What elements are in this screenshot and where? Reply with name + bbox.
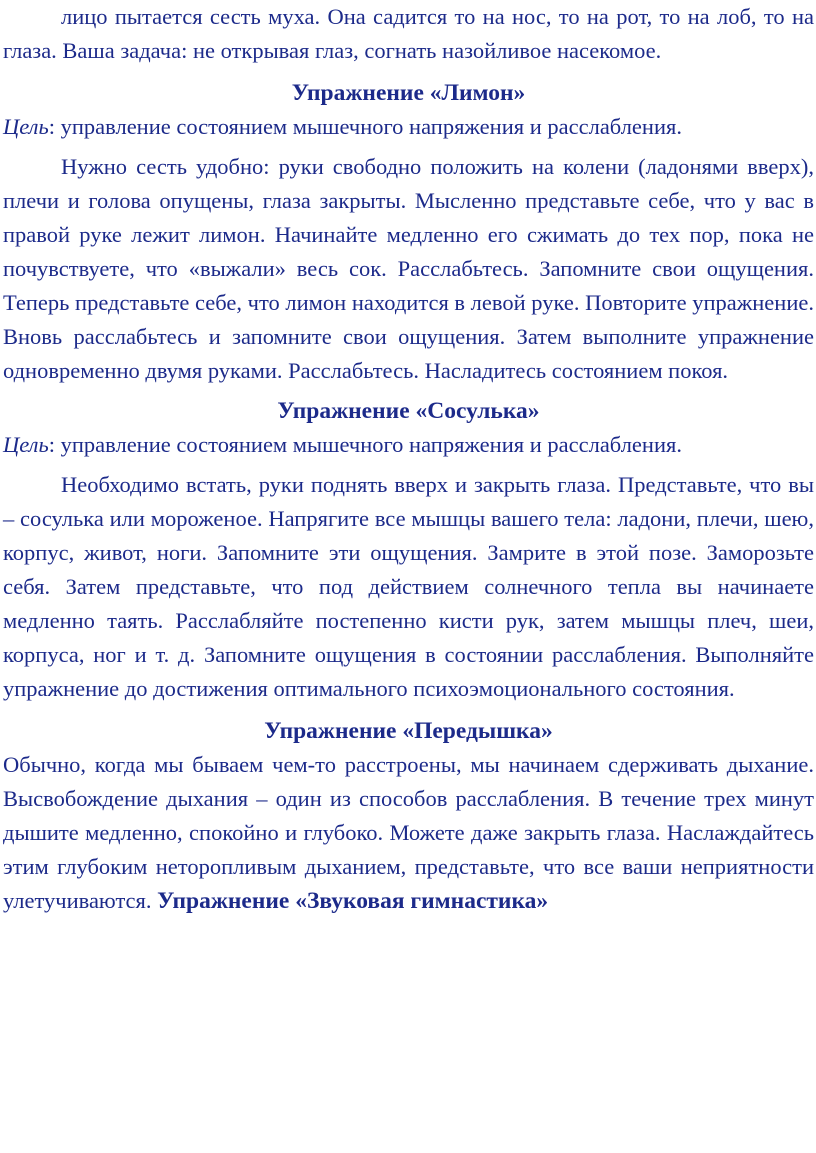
icicle-goal-label: Цель bbox=[3, 432, 49, 457]
document-page bbox=[3, 0, 814, 918]
icicle-body: Необходимо встать, руки поднять вверх и закрыть глаза. Представьте, что вы – сосулька или мороженое. Напрягите все мышцы вашего тела: ладони, плечи, шею, корпус, живот, ноги. Запомните эти ощущения. Замрите в этой позе. Заморозьте себя. Затем представьте, что под действием солнечного тепла вы начинаете медленно таять. Расслабляйте постепенно кисти рук, затем мышцы плеч, шеи, корпуса, ног и т. д. Запомните ощущения в состоянии расслабления. Выполняйте упражнение до достижения оптимального психоэмоционального состояния. bbox=[3, 472, 814, 701]
lemon-body: Нужно сесть удобно: руки свободно положить на колени (ладонями вверх), плечи и голова опущены, глаза закрыты. Мысленно представьте себе, что у вас в правой руке лежит лимон. Начинайте медленно его сжимать до тех пор, пока не почувствуете, что «выжали» весь сок. Расслабьтесь. Запомните свои ощущения. Теперь представьте себе, что лимон находится в левой руке. Повторите упражнение. Вновь расслабьтесь и запомните свои ощущения. Затем выполните упражнение одновременно двумя руками. Расслабьтесь. Насладитесь состоянием покоя. bbox=[3, 154, 814, 383]
lemon-goal-text: : управление состоянием мышечного напряжения и расслабления. bbox=[48, 114, 682, 139]
breather-body-text: Обычно, когда мы бываем чем-то расстроены, мы начинаем сдерживать дыхание. Высвобождение дыхания – один из способов расслабления. В течение трех минут дышите медленно, спокойно и глубоко. Можете даже закрыть глаза. Наслаждайтесь этим глубоким неторопливым дыханием, представьте, что все ваши неприятности улетучиваются. bbox=[3, 752, 814, 913]
icicle-goal-text: : управление состоянием мышечного напряжения и расслабления. bbox=[48, 432, 682, 457]
icicle-goal bbox=[3, 428, 814, 462]
lemon-goal bbox=[3, 110, 814, 144]
icicle-heading: Упражнение «Сосулька» bbox=[277, 398, 540, 424]
intro-paragraph: лицо пытается сесть муха. Она садится то на нос, то на рот, то на лоб, то на глаза. Ваша задача: не открывая глаз, согнать назойливое насекомое. bbox=[3, 4, 814, 63]
sound-gymnastics-heading: Упражнение «Звуковая гимнастика» bbox=[157, 888, 549, 914]
breather-heading: Упражнение «Передышка» bbox=[264, 718, 553, 744]
lemon-goal-label: Цель bbox=[3, 114, 49, 139]
breather-body bbox=[3, 748, 814, 918]
lemon-heading: Упражнение «Лимон» bbox=[291, 80, 526, 106]
